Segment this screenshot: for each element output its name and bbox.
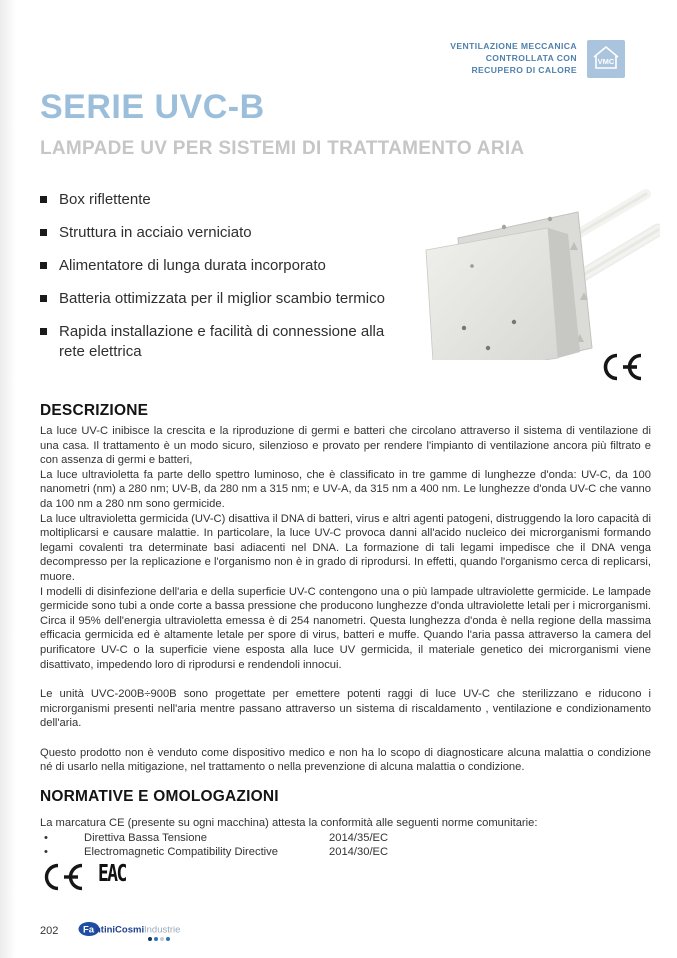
bullet-icon: • [44, 831, 48, 844]
page-subtitle: LAMPADE UV PER SISTEMI DI TRATTAMENTO ARIA [40, 138, 525, 159]
list-item [40, 190, 408, 210]
ce-mark-icon [597, 351, 643, 388]
square-bullet-icon [40, 229, 47, 236]
square-bullet-icon [40, 295, 47, 302]
description-paragraph: La luce ultravioletta germicida (UV-C) disattiva il DNA di batteri, virus e altri agenti patogeni, distruggendo la loro capacità di moltiplicarsi e causare malattie. In particolare, la luce UV-C provoca danni all'acido nucleico dei microrganismi formando legami covalenti tra determinate basi adiacenti nel DNA. La formazione di tali legami impedisce che il DNA venga decompresso per la replicazione e l'organismo non è in grado di riprodursi. In effetti, quando l'organismo cerca di replicarsi, muore. [40, 512, 651, 583]
normative-heading: NORMATIVE E OMOLOGAZIONI [40, 788, 279, 805]
list-item [40, 289, 408, 309]
normative-section [40, 788, 651, 860]
square-bullet-icon [40, 196, 47, 203]
directive-code: 2014/30/EC [329, 846, 389, 859]
vmc-icon-label: VMC [597, 57, 615, 66]
feature-label: Rapida installazione e facilità di connessione alla rete elettrica [59, 323, 385, 360]
vmc-house-icon [587, 40, 625, 78]
eac-mark-label: EAC [98, 861, 126, 887]
ce-mark-icon [38, 861, 84, 898]
description-paragraph: Le unità UVC-200B÷900B sono progettate per emettere potenti raggi di luce UV-C che sterilizzano e riducono i microrganismi presenti nell'aria mentre passano attraverso un sistema di riscaldamento , ventilazione e condizionamento dell'aria. [40, 688, 651, 730]
tagline-line-3: RECUPERO DI CALORE [471, 64, 577, 75]
brand-logo-fa: Fa [83, 924, 95, 936]
square-bullet-icon [40, 328, 47, 335]
feature-list [40, 190, 408, 375]
normative-intro: La marcatura CE (presente su ogni macchina) attesta la conformità alle seguenti norme comunitarie: [40, 817, 538, 829]
directive-name: Direttiva Bassa Tensione [84, 831, 207, 844]
description-paragraph: I modelli di disinfezione dell'aria e della superficie UV-C contengono una o più lampade ultraviolette germicide. Le lampade germicide sono tubi a onde corte a bassa pressione che producono lunghezze d'onda ultraviolette letali per i microrganismi. Circa il 95% dell'energia ultravioletta emessa è di 254 nanometri. Questa lunghezza d'onda è nella regione della massima efficacia germicida ed è altamente letale per spore di virus, batteri e muffe. Quando l'aria passa attraverso la camera del purificatore UV-C o la superficie viene esposta alla luce UV germicida, il materiale genetico dei microrganismi viene disattivato, impedendo loro di riprodursi e rendendoli innocui. [40, 585, 651, 671]
brand-logo-industrie: Industrie [144, 924, 181, 936]
list-item [40, 256, 408, 276]
bullet-icon: • [44, 846, 48, 859]
feature-label: Struttura in acciaio verniciato [59, 224, 252, 241]
product-photo-uvc-unit [408, 182, 660, 360]
list-item [40, 322, 408, 361]
eac-mark-icon [98, 861, 134, 887]
directive-code: 2014/35/EC [329, 831, 389, 844]
description-paragraph: Questo prodotto non è venduto come dispositivo medico e non ha lo scopo di diagnosticare alcuna malattia o condizione né di usarlo nella mitigazione, nel trattamento o nella prevenzione di alcuna malattia o condizione. [40, 746, 651, 774]
page-number: 202 [40, 925, 59, 937]
description-paragraph: La luce UV-C inibisce la crescita e la riproduzione di germi e batteri che circolano attraverso il sistema di ventilazione di una casa. Il trattamento è un modo sicuro, silenzioso e provato per rendere l'impianto di ventilazione ancora più filtrato e con assenza di germi e batteri, [40, 425, 651, 467]
page-edge-shading [0, 0, 16, 958]
list-item [40, 223, 408, 243]
square-bullet-icon [40, 262, 47, 269]
brand-logo-name: ntiniCosmi [95, 924, 145, 936]
tagline-line-2: CONTROLLATA CON [485, 52, 577, 63]
description-paragraph: La luce ultravioletta fa parte dello spettro luminoso, che è classificato in tre gamme di lunghezze d'onda: UV-C, da 100 nanometri (nm) a 280 nm; UV-B, da 280 nm a 315 nm; e UV-A, da 315 nm a 400 nm. Le lunghezze d'onda UV-C che vanno da 100 nm a 280 nm sono germicide. [40, 468, 651, 510]
feature-label: Batteria ottimizzata per il miglior scambio termico [59, 290, 385, 307]
page-title: SERIE UVC-B [40, 88, 265, 126]
directive-name: Electromagnetic Compatibility Directive [84, 846, 278, 859]
feature-label: Alimentatore di lunga durata incorporato [59, 257, 326, 274]
vmc-tagline [317, 41, 577, 76]
description-section [40, 402, 651, 775]
table-row [40, 831, 651, 846]
feature-label: Box riflettente [59, 191, 151, 208]
table-row [40, 845, 651, 860]
brand-logo [78, 920, 188, 946]
tagline-line-1: VENTILAZIONE MECCANICA [450, 41, 577, 51]
description-heading: DESCRIZIONE [40, 402, 149, 419]
